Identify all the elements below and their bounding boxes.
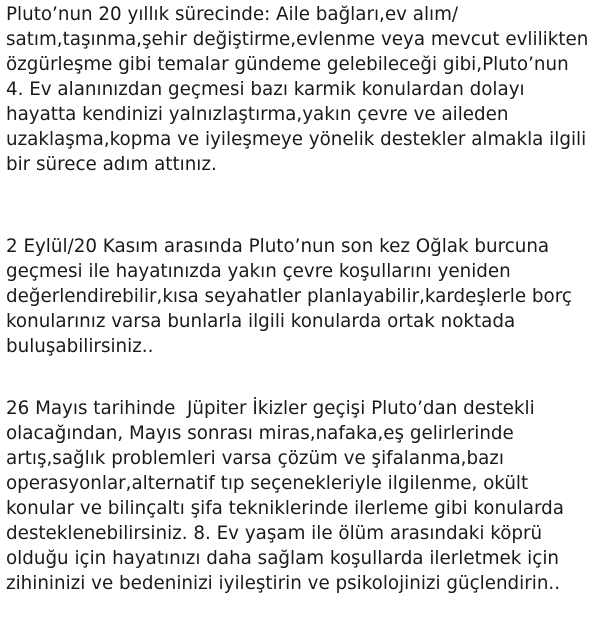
text-line: hayatta kendinizi yalnızlaştırma,yakın çevre ve aileden bbox=[6, 104, 509, 125]
text-line: olacağından, Mayıs sonrası miras,nafaka,eş gelirlerinde bbox=[6, 423, 514, 444]
text-line: 4. Ev alanınızdan geçmesi bazı karmik konulardan dolayı bbox=[6, 79, 525, 100]
text-line: geçmesi ile hayatınızda yakın çevre koşullarını yeniden bbox=[6, 261, 511, 282]
text-line: konular ve bilinçaltı şifa tekniklerinde ilerleme gibi konularda bbox=[6, 498, 564, 519]
text-line: bir sürece adım attınız. bbox=[6, 154, 217, 175]
text-line: 26 Mayıs tarihinde Jüpiter İkizler geçişi Pluto’dan destekli bbox=[6, 398, 535, 419]
text-line: artış,sağlık problemleri varsa çözüm ve şifalanma,bazı bbox=[6, 448, 504, 469]
text-line: desteklenebilirsiniz. 8. Ev yaşam ile ölüm arasındaki köprü bbox=[6, 523, 543, 544]
text-line: buluşabilirsiniz.. bbox=[6, 336, 154, 357]
text-line: Pluto’nun 20 yıllık sürecinde: Aile bağları,ev alım/ bbox=[6, 4, 459, 25]
paragraph-pluto-capricorn bbox=[6, 234, 572, 359]
paragraph-pluto-20-years bbox=[6, 2, 588, 177]
text-line: uzaklaşma,kopma ve iyileşmeye yönelik destekler almakla ilgili bbox=[6, 129, 587, 150]
text-line: değerlendirebilir,kısa seyahatler planlayabilir,kardeşlerle borç bbox=[6, 286, 572, 307]
text-line: olduğu için hayatınızı daha sağlam koşullarda ilerletmek için bbox=[6, 548, 559, 569]
text-line: satım,taşınma,şehir değiştirme,evlenme veya mevcut evlilikten bbox=[6, 29, 589, 50]
text-line: 2 Eylül/20 Kasım arasında Pluto’nun son kez Oğlak burcuna bbox=[6, 236, 550, 257]
text-line: zihininizi ve bedeninizi iyileştirin ve psikolojinizi güçlendirin.. bbox=[6, 573, 561, 594]
paragraph-jupiter-gemini bbox=[6, 396, 564, 596]
text-line: konularınız varsa bunlarla ilgili konularda ortak noktada bbox=[6, 311, 516, 332]
text-line: operasyonlar,alternatif tıp seçenekleriyle ilgilenme, okült bbox=[6, 473, 529, 494]
text-line: özgürleşme gibi temalar gündeme gelebileceği gibi,Pluto’nun bbox=[6, 54, 569, 75]
